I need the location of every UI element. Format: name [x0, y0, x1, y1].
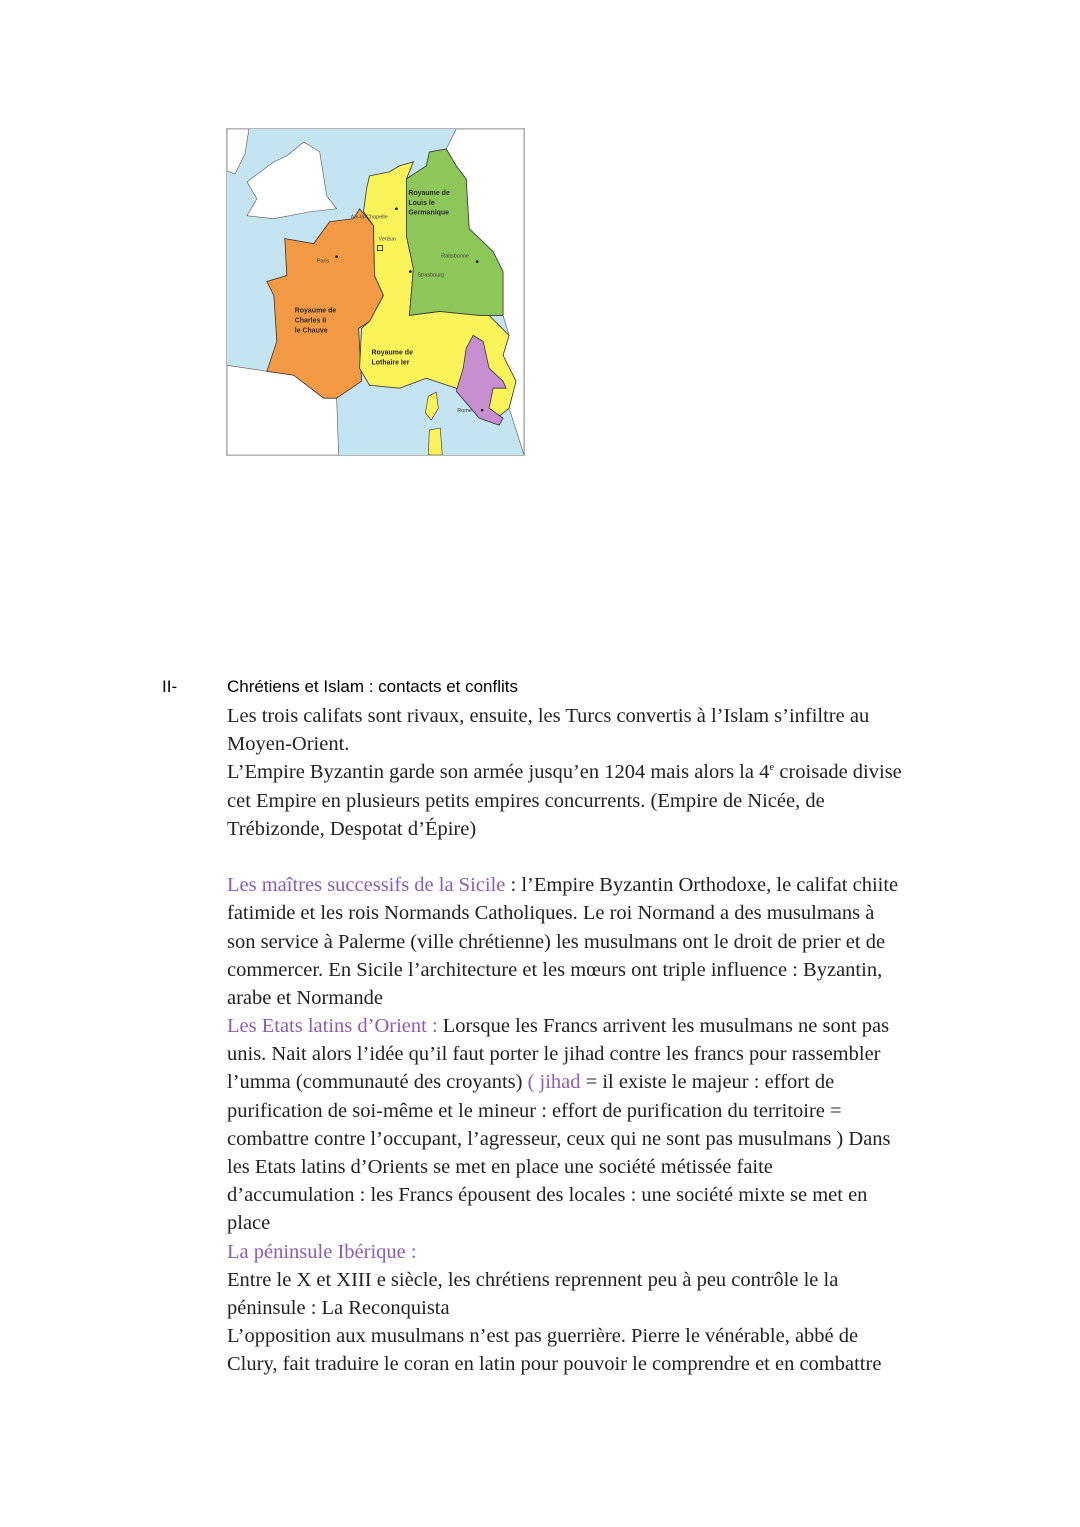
- text-segment: L’Empire Byzantin garde son armée jusqu’en 1204 mais alors la 4: [227, 761, 770, 784]
- text-segment: son service à Palerme (ville chrétienne) les musulmans ont le droit de prier et de: [227, 930, 886, 953]
- text-segment: fatimide et les rois Normands Catholiques. Le roi Normand a des musulmans à: [227, 902, 875, 925]
- text-line: [227, 787, 902, 815]
- text-line: [227, 928, 902, 956]
- text-line: [227, 1266, 902, 1294]
- text-line: [227, 1068, 902, 1096]
- text-segment: péninsule : La Reconquista: [227, 1296, 450, 1319]
- text-line: [227, 899, 902, 927]
- text-segment: Clury, fait traduire le coran en latin pour pouvoir le comprendre et en combattre: [227, 1353, 882, 1376]
- text-segment: unis. Nait alors l’idée qu’il faut porter le jihad contre les francs pour rassembler: [227, 1043, 881, 1066]
- label-charles-3: le Chauve: [294, 327, 328, 335]
- map-drawing: [227, 129, 524, 455]
- text-line: [227, 956, 902, 984]
- highlighted-heading: La péninsule Ibérique :: [227, 1240, 417, 1263]
- section-body: [227, 702, 902, 1379]
- text-line: [227, 843, 902, 871]
- label-louis-1: Royaume de: [408, 189, 450, 197]
- text-segment: les Etats latins d’Orients se met en place une société métissée faite: [227, 1156, 773, 1178]
- label-louis-3: Germanique: [408, 209, 450, 217]
- city-verdun: Verdun: [378, 236, 396, 243]
- text-line: [227, 730, 902, 758]
- section-number: II-: [162, 677, 178, 696]
- label-charles-1: Royaume de: [294, 307, 337, 315]
- carolingian-empire-map: [226, 128, 525, 456]
- text-segment: e: [769, 761, 775, 774]
- sardinia: [428, 428, 442, 455]
- text-line: [227, 1294, 902, 1322]
- highlighted-heading: ( jihad: [527, 1071, 581, 1094]
- text-segment: Moyen-Orient.: [227, 733, 350, 756]
- text-segment: Entre le X et XIII e siècle, les chrétiens reprennent peu à peu contrôle le la: [227, 1268, 839, 1291]
- section-title: Chrétiens et Islam : contacts et conflits: [227, 677, 519, 696]
- text-segment: cet Empire en plusieurs petits empires concurrents. (Empire de Nicée, de: [227, 789, 825, 812]
- text-line: [227, 1238, 902, 1266]
- text-segment: Lorsque les Francs arrivent les musulmans ne sont pas: [437, 1015, 890, 1038]
- text-line: [227, 1209, 902, 1237]
- label-louis-2: Louis le: [408, 199, 435, 207]
- text-segment: Trébizonde, Despotat d’Épire): [227, 817, 477, 840]
- label-charles-2: Charles II: [294, 317, 327, 325]
- text-line: [227, 871, 902, 899]
- text-segment: place: [227, 1212, 271, 1235]
- city-ratisbonne: Ratisbonne: [441, 253, 469, 260]
- text-line: [227, 758, 902, 786]
- text-segment: d’accumulation : les Francs épousent des locales : une société mixte se met en: [227, 1184, 868, 1207]
- text-line: [227, 815, 902, 843]
- text-line: [227, 1012, 902, 1040]
- text-segment: l’umma (communauté des croyants): [227, 1071, 528, 1094]
- text-segment: Les trois califats sont rivaux, ensuite, les Turcs convertis à l’Islam s’infiltre au: [227, 705, 870, 727]
- city-paris: Paris: [316, 258, 330, 265]
- text-segment: croisade divise: [774, 761, 902, 784]
- city-strasbourg: Strasbourg: [417, 272, 445, 279]
- text-segment: purification de soi-même et le mineur : effort de purification du territoire =: [227, 1099, 842, 1122]
- text-line: [227, 1181, 902, 1209]
- text-segment: : l’Empire Byzantin Orthodoxe, le califat chiite: [505, 874, 899, 897]
- label-lothaire-1: Royaume de: [371, 349, 413, 357]
- text-line: [227, 984, 902, 1012]
- text-segment: arabe et Normande: [227, 986, 383, 1009]
- text-line: [227, 1097, 902, 1125]
- text-line: [227, 1040, 902, 1068]
- text-line: [227, 702, 902, 730]
- highlighted-heading: Les maîtres successifs de la Sicile: [227, 874, 506, 897]
- text-segment: L’opposition aux musulmans n’est pas guerrière. Pierre le vénérable, abbé de: [227, 1325, 859, 1348]
- city-rome: Rome: [457, 408, 472, 415]
- text-line: [227, 1125, 902, 1153]
- text-line: [227, 1153, 902, 1181]
- label-lothaire-2: Lothaire Ier: [371, 359, 410, 367]
- text-segment: combattre contre l’occupant, l’agresseur, ceux qui ne sont pas musulmans ) Dans: [227, 1127, 891, 1150]
- text-line: [227, 1322, 902, 1350]
- text-line: [227, 1350, 902, 1378]
- text-segment: = il existe le majeur : effort de: [580, 1071, 835, 1094]
- text-segment: commercer. En Sicile l’architecture et les mœurs ont triple influence : Byzantin,: [227, 958, 883, 981]
- highlighted-heading: Les Etats latins d’Orient :: [227, 1015, 438, 1038]
- city-aix: Aix-la-Chapelle: [350, 214, 388, 221]
